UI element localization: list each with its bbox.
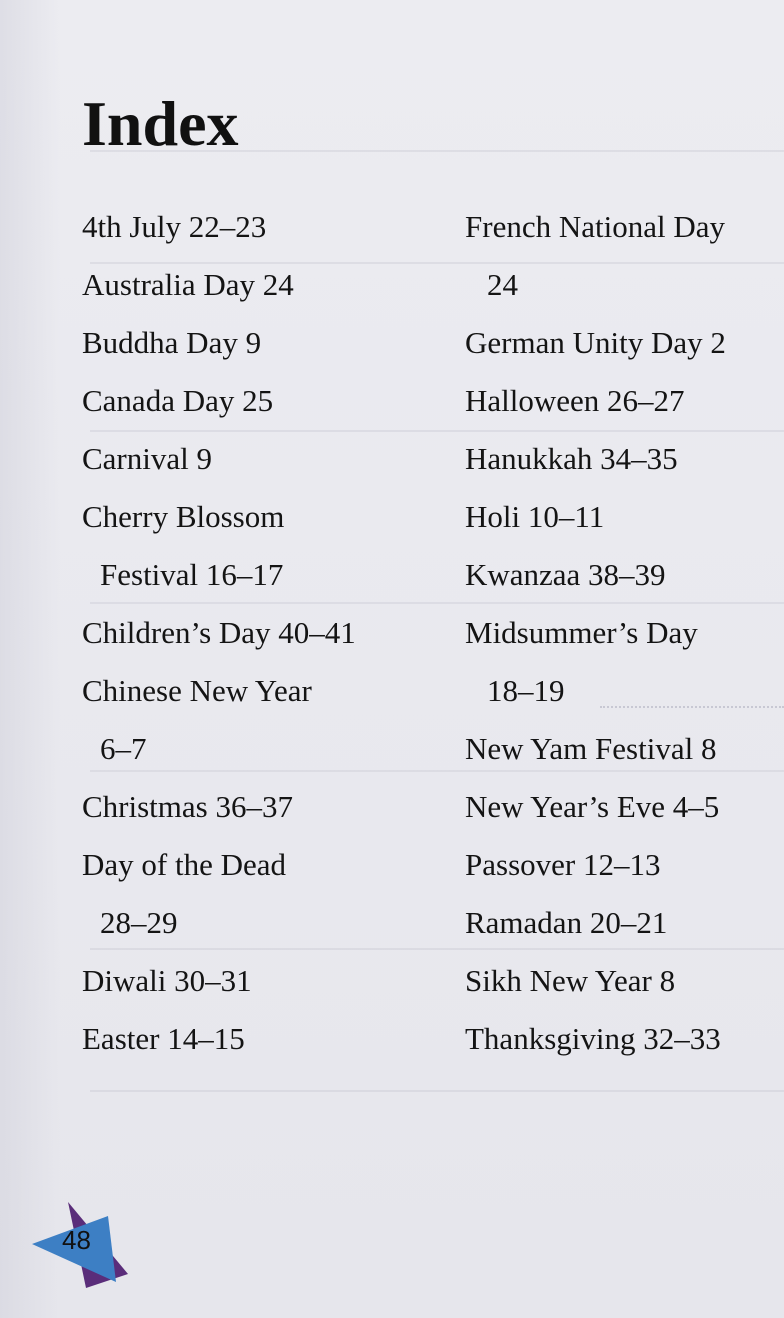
index-entry: French National Day [465,209,725,244]
index-entry: Halloween 26–27 [465,383,685,418]
page-title: Index [82,88,239,159]
bleed-line [90,1090,784,1092]
index-entry: Canada Day 25 [82,383,274,418]
index-entry: Sikh New Year 8 [465,963,676,998]
index-entry-continued: 24 [487,267,518,302]
index-entry: Children’s Day 40–41 [82,615,356,650]
index-entry: Christmas 36–37 [82,789,293,824]
index-entry: Thanksgiving 32–33 [465,1021,721,1056]
page-number: 48 [62,1225,91,1255]
index-entry: Holi 10–11 [465,499,605,534]
index-entry-continued: 18–19 [487,673,565,708]
index-entry: Buddha Day 9 [82,325,262,360]
index-entry: New Yam Festival 8 [465,731,717,766]
index-entry: Easter 14–15 [82,1021,245,1056]
index-entry: Cherry Blossom [82,499,285,534]
index-entry: Carnival 9 [82,441,212,476]
index-entry: Hanukkah 34–35 [465,441,678,476]
index-entry-continued: Festival 16–17 [100,557,284,592]
index-entry-continued: 28–29 [100,905,178,940]
index-entry: Australia Day 24 [82,267,294,302]
index-entry: Day of the Dead [82,847,286,882]
index-entry: Passover 12–13 [465,847,661,882]
index-entry: Kwanzaa 38–39 [465,557,666,592]
index-entry: Chinese New Year [82,673,312,708]
index-entry: Midsummer’s Day [465,615,698,650]
index-entry: Diwali 30–31 [82,963,252,998]
index-entry: German Unity Day 2 [465,325,726,360]
index-entry: 4th July 22–23 [82,209,267,244]
index-entry: New Year’s Eve 4–5 [465,789,720,824]
index-entry: Ramadan 20–21 [465,905,668,940]
index-column-right [465,198,784,1068]
index-entry-continued: 6–7 [100,731,147,766]
index-column-left [82,198,462,1068]
